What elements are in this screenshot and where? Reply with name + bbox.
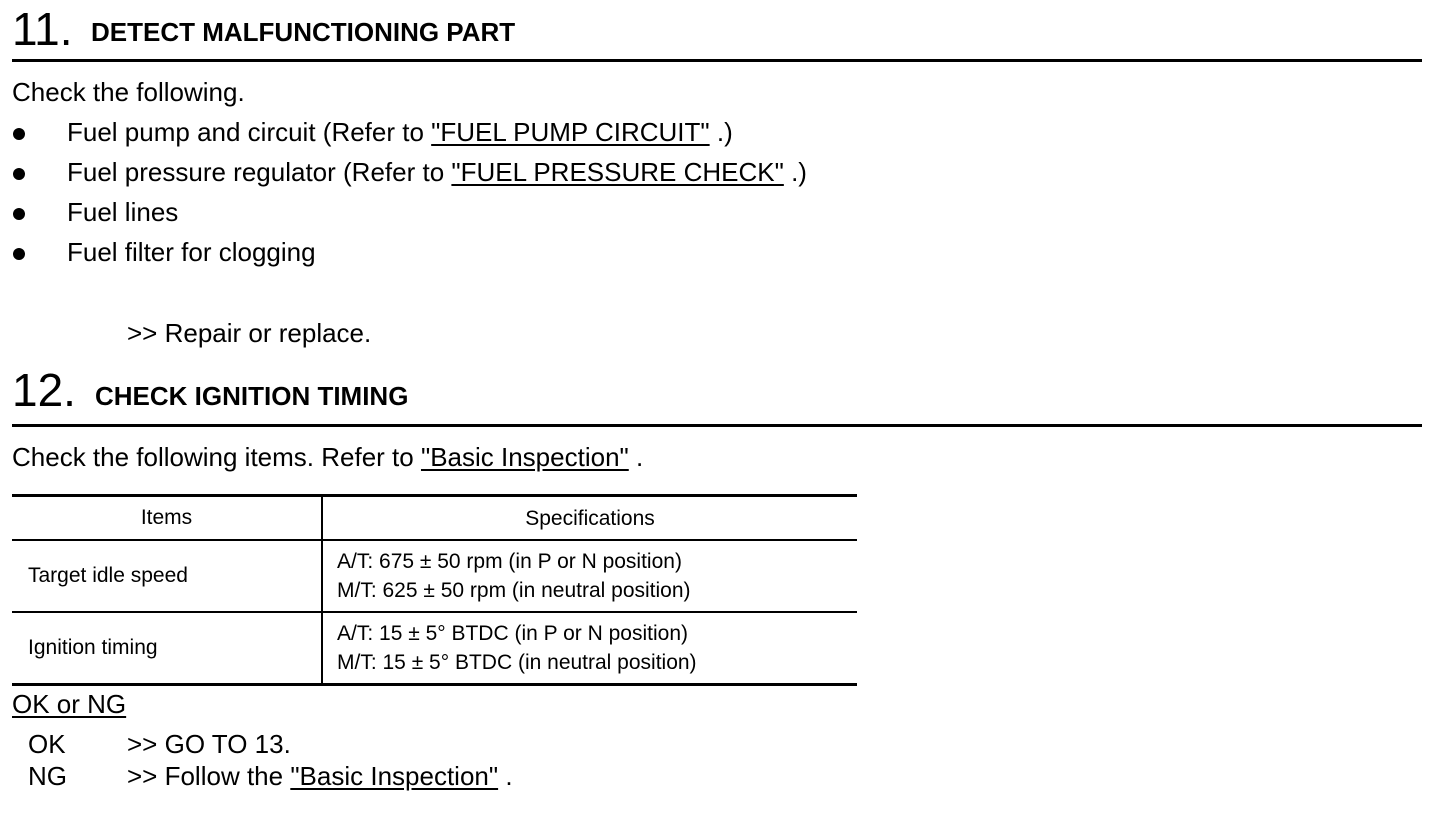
step-12-title: CHECK IGNITION TIMING	[95, 381, 409, 411]
step-11-title: DETECT MALFUNCTIONING PART	[91, 17, 516, 47]
step-12-intro	[12, 442, 643, 472]
table-row	[12, 540, 857, 612]
checklist-item: Fuel lines	[67, 197, 179, 227]
table-cell-item: Target idle speed	[12, 540, 322, 612]
table-cell-item: Ignition timing	[12, 612, 322, 685]
checklist-item-text: Fuel pressure regulator (Refer to	[67, 157, 452, 187]
checklist-item-suffix: .)	[783, 157, 807, 187]
step-11-divider	[12, 59, 1422, 62]
fuel-pump-circuit-link[interactable]: "FUEL PUMP CIRCUIT"	[431, 117, 710, 147]
checklist-item	[67, 117, 733, 147]
checklist-item	[67, 157, 807, 187]
step-12-number: 12.	[12, 364, 76, 416]
checklist-item: Fuel filter for clogging	[67, 237, 316, 267]
spec-line: A/T: 15 ± 5° BTDC (in P or N position)	[337, 622, 688, 645]
basic-inspection-link[interactable]: "Basic Inspection"	[420, 442, 629, 472]
result-code-ng: NG	[28, 761, 67, 791]
spec-line: M/T: 625 ± 50 rpm (in neutral position)	[337, 579, 691, 602]
result-code-ok: OK	[28, 729, 66, 759]
spec-line: A/T: 675 ± 50 rpm (in P or N position)	[337, 550, 682, 573]
fuel-pressure-check-link[interactable]: "FUEL PRESSURE CHECK"	[451, 157, 784, 187]
result-action-ok: >> GO TO 13.	[127, 729, 291, 759]
step-11-action: >> Repair or replace.	[127, 318, 372, 348]
table-header-row	[12, 496, 857, 541]
result-action-suffix: .	[498, 761, 513, 791]
bullet-icon	[13, 248, 25, 260]
table-row	[12, 612, 857, 685]
spec-line: M/T: 15 ± 5° BTDC (in neutral position)	[337, 651, 697, 674]
basic-inspection-link[interactable]: "Basic Inspection"	[290, 761, 499, 791]
bullet-icon	[13, 128, 25, 140]
step-12-divider	[12, 424, 1422, 427]
checklist-item-suffix: .)	[709, 117, 733, 147]
result-heading: OK or NG	[12, 689, 127, 719]
step-12-intro-text: Check the following items. Refer to	[12, 442, 421, 472]
step-11-number: 11.	[12, 3, 73, 55]
table-header-specifications: Specifications	[322, 496, 857, 541]
checklist-item-text: Fuel pump and circuit (Refer to	[67, 117, 432, 147]
table-cell-spec	[322, 612, 857, 685]
table-cell-spec	[322, 540, 857, 612]
result-action-text: >> Follow the	[127, 761, 291, 791]
bullet-icon	[13, 208, 25, 220]
specifications-table	[12, 494, 857, 686]
step-12-intro-suffix: .	[628, 442, 644, 472]
table-header-items: Items	[12, 496, 322, 541]
step-11-intro: Check the following.	[12, 77, 245, 107]
result-action-ng	[127, 761, 513, 791]
bullet-icon	[13, 168, 25, 180]
